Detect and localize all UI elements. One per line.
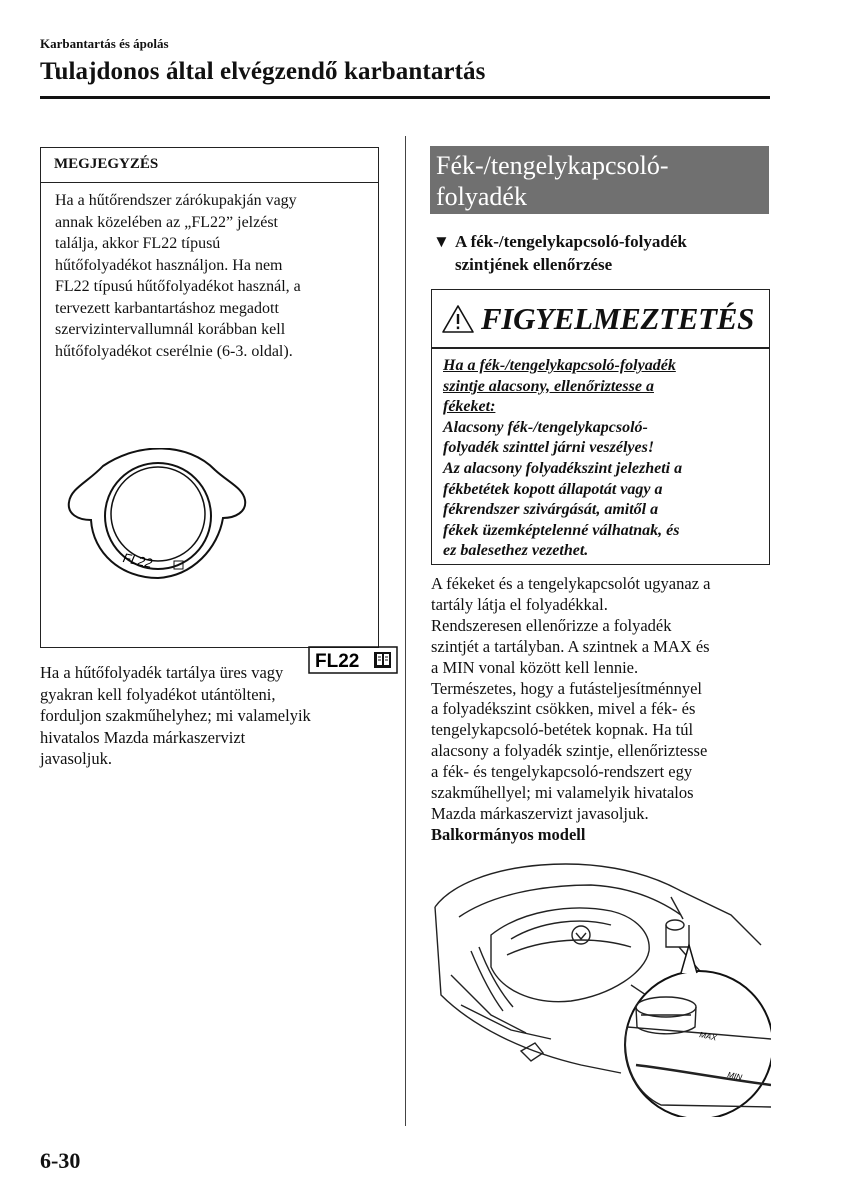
fl22-badge-text: FL22 [315, 651, 360, 672]
warning-box [431, 289, 770, 565]
engine-bay-illustration [431, 855, 771, 1117]
warning-line: fékrendszer szivárgását, amitől a [443, 501, 659, 519]
note-line: szervizintervallumnál korábban kell [55, 321, 286, 338]
column-divider [405, 136, 406, 1126]
paragraph-line: A fékeket és a tengelykapcsolót ugyanaz a [431, 574, 711, 593]
radiator-cap-illustration [63, 448, 253, 588]
cap-marking-text: FL22 [121, 549, 154, 571]
paragraph-line: a fék- és tengelykapcsoló-rendszert egy [431, 762, 693, 782]
paragraph-line: szintjét a tartályban. A szintnek a MAX és [431, 636, 710, 656]
note-line: FL22 típusú hűtőfolyadékot használ, a [55, 278, 301, 295]
paragraph-line: gyakran kell folyadékot utántölteni, [40, 684, 276, 704]
warning-line: ez balesethez vezethet. [443, 542, 589, 560]
note-line: hűtőfolyadékot használjon. Ha nem [55, 256, 283, 274]
title-rule [40, 96, 770, 99]
page-title: Tulajdonos által elvégzendő karbantartás [40, 58, 486, 85]
warning-line: folyadék szinttel járni veszélyes! [443, 439, 655, 457]
warning-line: Az alacsony folyadékszint jelezheti a [443, 459, 683, 477]
note-line: tervezett karbantartáshoz megadott [55, 299, 279, 317]
sub-heading [433, 230, 768, 276]
note-heading: MEGJEGYZÉS [41, 148, 378, 183]
section-heading-line: folyadék [436, 182, 527, 211]
paragraph-line: Mazda márkaszervizt javasoljuk. [431, 803, 649, 823]
warning-header [432, 290, 769, 349]
paragraph-line: tartály látja el folyadékkal. [431, 594, 608, 614]
page-number: 6-30 [40, 1148, 81, 1173]
paragraph-line: tengelykapcsoló-betétek kopnak. Ha túl [431, 720, 694, 740]
warning-triangle-icon [441, 304, 475, 334]
paragraph-line: a MIN vonal között kell lennie. [431, 657, 639, 677]
paragraph-line: alacsony a folyadék szintje, ellenőriztesse [431, 741, 708, 761]
paragraph-line: a folyadékszint csökken, mivel a fék- és [431, 699, 696, 719]
warning-line: fékek üzemképtelenné válhatnak, és [443, 521, 680, 539]
model-label: Balkormányos modell [431, 824, 586, 844]
warning-body [432, 349, 769, 562]
paragraph-line: hivatalos Mazda márkaszervizt [40, 727, 246, 747]
sub-heading-line: A fék-/tengelykapcsoló-folyadék [455, 232, 687, 251]
warning-underlined-line: Ha a fék-/tengelykapcsoló-folyadék [443, 357, 676, 374]
note-box [40, 147, 379, 672]
paragraph-line: Természetes, hogy a futásteljesítménnyel [431, 678, 703, 698]
note-line: találja, akkor FL22 típusú [55, 235, 221, 252]
paragraph-line: Ha a hűtőfolyadék tartálya üres vagy [40, 663, 284, 682]
note-line: annak közelében az „FL22” jelzést [55, 213, 278, 231]
reservoir-max-label: MAX [698, 1030, 718, 1043]
reservoir-min-label: MIN [726, 1070, 743, 1083]
coolant-paragraph [40, 662, 390, 770]
note-text [41, 183, 378, 362]
note-line: hűtőfolyadékot cserélnie (6-3. oldal). [55, 342, 293, 360]
paragraph-line: javasoljuk. [40, 749, 112, 769]
warning-title: FIGYELMEZTETÉS [480, 300, 755, 336]
section-heading-line: Fék-/tengelykapcsoló- [436, 151, 669, 180]
paragraph-line: Rendszeresen ellenőrizze a folyadék [431, 615, 672, 635]
paragraph-line: szakműhellyel; mi valamelyik hivatalos [431, 783, 694, 803]
warning-underlined-line: szintje alacsony, ellenőriztesse a [443, 377, 654, 395]
paragraph-line: forduljon szakműhelyhez; mi valamelyik [40, 706, 311, 726]
warning-line: fékbetétek kopott állapotát vagy a [443, 480, 663, 498]
triangle-marker-icon: ▼ [433, 232, 450, 251]
sub-heading-line: szintjének ellenőrzése [455, 255, 613, 274]
warning-underlined-line: fékeket: [443, 398, 496, 416]
warning-line: Alacsony fék-/tengelykapcsoló- [443, 418, 648, 436]
note-line: Ha a hűtőrendszer zárókupakján vagy [55, 192, 297, 209]
section-heading [430, 146, 769, 214]
section-label: Karbantartás és ápolás [40, 36, 169, 51]
brake-fluid-paragraph [431, 574, 776, 846]
